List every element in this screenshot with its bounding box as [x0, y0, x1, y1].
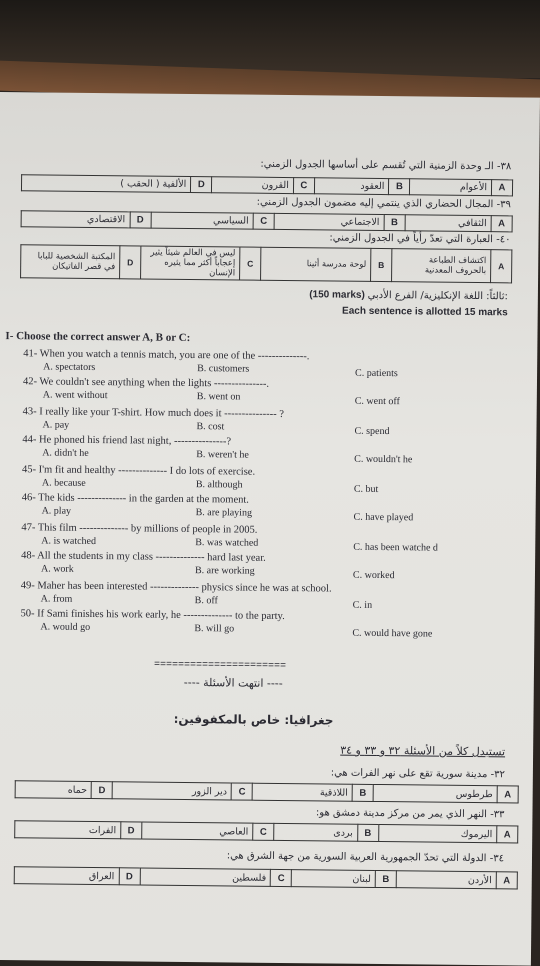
option-a: A. work — [40, 563, 74, 575]
letter-d: D — [120, 246, 141, 279]
letter-a: A — [496, 872, 517, 889]
q34-option-a: الأردن — [396, 871, 496, 889]
question-38: ٣٨- الـ وحدة الزمنية التي تُقسم على أساسها الجدول الزمني: — [260, 158, 512, 173]
letter-b: B — [375, 870, 396, 887]
q32-option-b: اللاذقية — [252, 783, 352, 801]
question-text: 48- All the students in my class -------------- hard last year. — [21, 550, 266, 564]
letter-c: C — [293, 178, 314, 194]
option-a: A. went without — [42, 389, 108, 402]
q34-option-c: فلسطين — [140, 868, 271, 886]
option-c: C. but — [353, 483, 379, 495]
option-c: C. spend — [354, 425, 390, 438]
option-c: C. patients — [355, 367, 398, 380]
option-a: A. would go — [40, 621, 91, 633]
letter-d: D — [119, 868, 140, 885]
q33-option-b: بردى — [274, 823, 358, 841]
q34-option-d: العراق — [14, 867, 119, 885]
end-of-questions: ---- انتهت الأسئلة ---- — [183, 675, 283, 690]
letter-a: A — [497, 826, 518, 843]
q38-option-d: الألفية ( الحقب ) — [21, 175, 190, 193]
separator-line: ====================== — [153, 659, 287, 673]
question-text: 45- I'm fit and healthy -------------- I do lots of exercise. — [21, 464, 256, 478]
question-text: 46- The kids -------------- in the garden at the moment. — [21, 492, 250, 506]
option-a: A. because — [41, 477, 86, 489]
option-c: C. worked — [352, 569, 395, 582]
letter-d: D — [191, 177, 212, 193]
option-a: A. pay — [42, 419, 70, 431]
q40-option-c: ليس في العالم شيئاً يثير إعجاباً أكثر مما يثيره الإنسان — [141, 246, 240, 280]
letter-a: A — [497, 786, 518, 803]
allotted-marks: Each sentence is allotted 15 marks — [342, 305, 508, 319]
option-b: B. off — [194, 595, 218, 607]
question-33: ٣٣- النهر الذي يمر من مركز مدينة دمشق هو: — [315, 807, 505, 821]
letter-b: B — [371, 248, 392, 281]
q39-option-d: الاقتصادي — [21, 211, 130, 228]
q39-option-a: الثقافي — [405, 215, 491, 232]
q39-option-c: السياسي — [151, 212, 254, 229]
letter-c: C — [253, 823, 274, 840]
english-section-header — [309, 289, 508, 302]
q39-options — [21, 210, 513, 232]
option-a: A. spectators — [43, 361, 96, 374]
q38-option-b: العقود — [314, 178, 389, 195]
q34-options — [14, 866, 518, 889]
letter-b: B — [384, 215, 405, 231]
section-title-ar: ثالثاً: اللغة الإنكليزية/ الفرع الأدبي: — [367, 289, 508, 303]
letter-c: C — [271, 869, 292, 886]
option-c: C. went off — [354, 395, 400, 408]
question-text: 44- He phoned his friend last night, ---------------? — [22, 434, 232, 448]
letter-c: C — [240, 247, 261, 280]
option-c: C. in — [352, 599, 373, 611]
exam-paper — [0, 92, 540, 966]
geography-instruction: تستبدل كلاً من الأسئلة ٣٢ و ٣٣ و ٣٤ — [340, 743, 506, 759]
option-b: B. weren't he — [196, 449, 249, 461]
question-text: 47- This film -------------- by millions of people in 2005. — [21, 522, 258, 536]
question-text: 41- When you watch a tennis match, you are one of the --------------. — [23, 348, 310, 363]
letter-a: A — [491, 216, 512, 232]
letter-c: C — [253, 213, 274, 229]
option-c: C. wouldn't he — [354, 453, 413, 466]
q33-options — [14, 820, 518, 843]
option-b: B. will go — [194, 623, 235, 635]
q34-option-b: لبنان — [292, 870, 376, 888]
q38-option-c: القرون — [212, 177, 294, 194]
q32-option-a: طرطوس — [373, 784, 497, 802]
option-b: B. cost — [196, 421, 225, 433]
option-b: B. although — [195, 479, 243, 491]
q39-option-b: الاجتماعي — [274, 213, 384, 230]
letter-c: C — [231, 783, 252, 800]
q33-option-a: اليرموك — [378, 825, 497, 843]
letter-b: B — [389, 179, 410, 195]
q33-option-d: الفرات — [15, 821, 121, 839]
option-a: A. didn't he — [42, 447, 89, 459]
question-39: ٣٩- المجال الحضاري الذي ينتمي إليه مضمون الجدول الزمني: — [256, 196, 511, 211]
question-32: ٣٢- مدينة سورية تقع على نهر الفرات هي: — [330, 767, 505, 781]
option-c: C. have played — [353, 511, 414, 524]
question-text: 43- I really like your T-shirt. How much does it --------------- ? — [22, 406, 284, 420]
english-instruction: I- Choose the correct answer A, B or C: — [5, 330, 191, 345]
option-a: A. is watched — [41, 535, 97, 548]
marks-label: (150 marks) — [309, 289, 365, 301]
letter-d: D — [121, 822, 142, 839]
letter-d: D — [130, 212, 151, 228]
question-34: ٣٤- الدولة التي تحدّ الجمهورية العربية السورية من جهة الشرق هي: — [226, 850, 505, 865]
q32-option-d: حماه — [15, 781, 92, 799]
option-a: A. from — [40, 593, 73, 605]
letter-b: B — [352, 784, 373, 801]
question-text: 49- Maher has been interested -------------- physics since he was at school. — [20, 580, 332, 595]
option-b: B. went on — [196, 391, 241, 403]
letter-b: B — [357, 824, 378, 841]
q40-option-b: لوحة مدرسة أثينا — [261, 247, 371, 281]
letter-a: A — [491, 250, 512, 283]
option-b: B. are playing — [195, 507, 253, 519]
q40-option-a: اكتشاف الطباعة بالحروف المعدنية — [392, 249, 491, 283]
question-40: ٤٠- العبارة التي تعدّ رأياً في الجدول الزمني: — [329, 232, 511, 246]
option-c: C. would have gone — [352, 627, 433, 640]
option-b: B. was watched — [195, 537, 259, 549]
q33-option-c: العاصي — [142, 822, 253, 840]
q40-options — [20, 244, 512, 283]
q38-option-a: الأعوام — [410, 179, 492, 196]
q40-option-d: المكتبة الشخصية للبابا في قصر الفاتيكان — [21, 245, 120, 279]
q38-options — [21, 174, 513, 196]
letter-a: A — [491, 180, 512, 196]
q32-options — [15, 780, 519, 803]
option-b: B. customers — [197, 363, 250, 375]
option-a: A. play — [41, 505, 72, 517]
letter-d: D — [91, 781, 112, 798]
question-text: 50- If Sami finishes his work early, he -------------- to the party. — [20, 608, 285, 623]
geography-title: جغرافيا: خاص بالمكفوفين: — [173, 711, 334, 728]
option-b: B. are working — [194, 565, 255, 577]
question-text: 42- We couldn't see anything when the lights ---------------. — [22, 376, 270, 390]
option-c: C. has been watche d — [353, 541, 439, 554]
q32-option-c: دير الزور — [112, 782, 231, 800]
